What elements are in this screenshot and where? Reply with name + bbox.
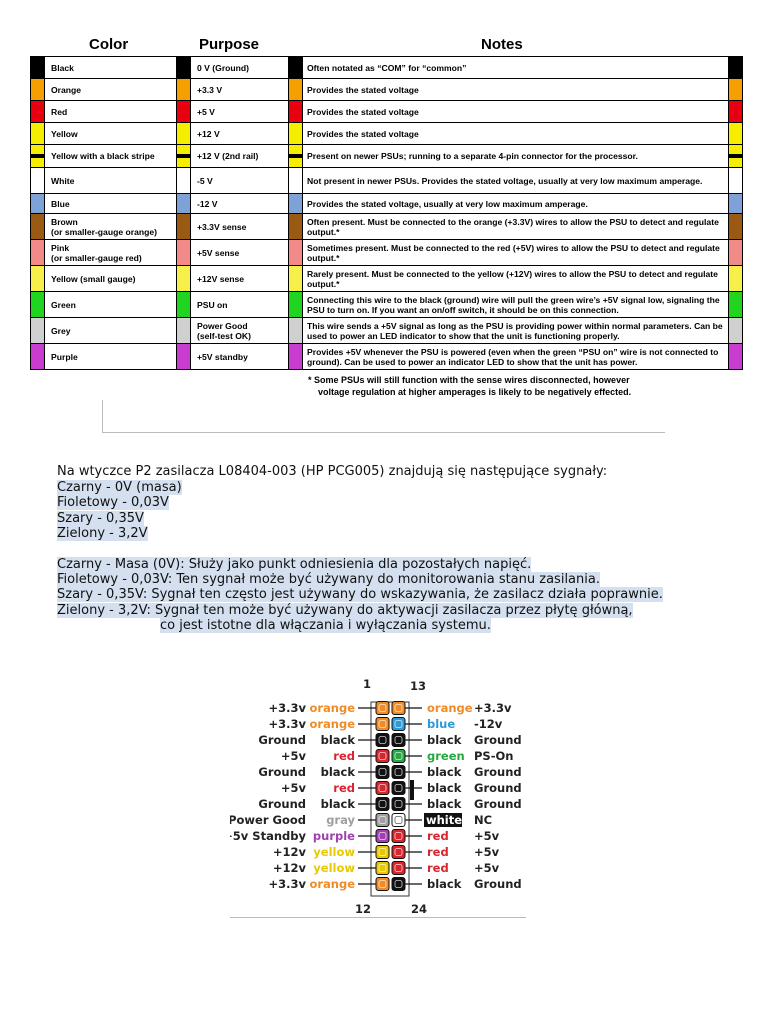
wire-color-right: black [427,765,462,779]
color-swatch [177,79,191,101]
color-name-text: Yellow with a black stripe [51,151,155,161]
wire-color-right: black [427,733,462,747]
color-swatch [31,318,45,344]
table-header [30,36,742,54]
color-name [45,123,177,145]
signal-left: +3.3v [268,717,306,731]
color-name-text: Black [51,62,74,73]
color-name-text: Blue [51,198,70,209]
wire-color-right: green [427,749,465,763]
desc-item: Fioletowy - 0,03V: Ten sygnał może być używany do monitorowania stanu zasilania. [57,572,600,587]
purpose-text: PSU on [197,299,228,310]
table-row [31,123,743,145]
connector-latch [410,780,414,800]
signal-right: Ground [474,781,522,795]
desc-item: Szary - 0,35V: Sygnał ten często jest używany do wskazywania, że zasilacz działa poprawnie. [57,587,663,602]
color-swatch [31,266,45,292]
purpose [191,214,289,240]
color-swatch [31,101,45,123]
pin-number-1: 1 [362,677,372,691]
signal-right: +5v [474,861,500,875]
color-swatch [729,168,743,194]
color-swatch [177,123,191,145]
purpose [191,194,289,214]
purpose-text: +12 V (2nd rail) [197,151,259,161]
table-row [31,194,743,214]
signal-left: Ground [258,765,306,779]
wire-color-table [30,56,743,370]
wire-color-right: red [427,861,449,875]
table-row [31,101,743,123]
wire-color-right: black [427,877,462,891]
color-name-text: Yellow [51,128,78,139]
wire-color-left: gray [326,813,355,827]
table-row [31,266,743,292]
color-swatch [289,145,303,168]
table-row [31,168,743,194]
purpose [191,266,289,292]
purpose-text: +12V sense [197,273,245,284]
wire-color-right: blue [427,717,456,731]
purpose [191,57,289,79]
signal-left: Ground [258,733,306,747]
signal-left: +3.3v [268,701,306,715]
pin-number-13: 13 [409,679,427,693]
color-swatch [177,344,191,370]
pin-right [392,782,405,795]
color-name-text: Red [51,106,68,117]
pin-left [376,750,389,763]
color-name-text: Yellow (small gauge) [51,273,136,284]
purpose-text: +5V sense [197,247,240,258]
color-name [45,266,177,292]
color-swatch [729,79,743,101]
color-swatch [289,123,303,145]
color-swatch [729,292,743,318]
notes: Sometimes present. Must be connected to the red (+5V) wires to allow the PSU to detect and regulate output.* [303,240,729,266]
signal-right: NC [474,813,493,827]
color-swatch [729,214,743,240]
color-swatch [177,240,191,266]
pin-left [376,846,389,859]
purpose [191,344,289,370]
pin-right [392,814,405,827]
pin-left [376,766,389,779]
notes: Provides the stated voltage [303,101,729,123]
color-name-note: (or smaller-gauge orange) [51,226,158,237]
notes: Rarely present. Must be connected to the yellow (+12V) wires to allow the PSU to detect and regulate output.* [303,266,729,292]
wire-color-left: yellow [313,845,355,859]
color-swatch [177,145,191,168]
wire-color-left: purple [312,829,355,843]
purpose [191,240,289,266]
notes: Often notated as “COM” for “common” [303,57,729,79]
desc-item: co jest istotne dla włączania i wyłączania systemu. [160,618,491,633]
wire-color-left: black [320,733,355,747]
purpose-note: (self-test OK) [197,330,251,341]
divider-vertical [102,400,103,432]
color-swatch [729,145,743,168]
color-name [45,101,177,123]
footnote-line-2: voltage regulation at higher amperages is likely to be negatively effected. [318,387,632,397]
color-swatch [31,79,45,101]
color-swatch [177,292,191,318]
color-name-text: Orange [51,84,82,95]
purpose-text: Power Good [197,320,248,331]
table-footnote [308,374,728,398]
color-swatch [289,194,303,214]
purpose [191,79,289,101]
header-color: Color [89,36,129,53]
signal-left: +12v [272,845,306,859]
color-swatch [31,214,45,240]
divider-horizontal [102,432,665,433]
wire-color-right: black [427,781,462,795]
color-swatch [177,101,191,123]
color-name [45,145,177,168]
color-swatch [177,318,191,344]
table-row [31,57,743,79]
wire-color-left: black [320,765,355,779]
purpose [191,292,289,318]
purpose-text: +5 V [197,106,215,117]
color-swatch [289,57,303,79]
signal-left: +5v [280,781,306,795]
color-swatch [177,194,191,214]
color-swatch [289,168,303,194]
desc-item: Zielony - 3,2V: Sygnał ten może być używany do aktywacji zasilacza przez płytę główną, [57,603,633,618]
wire-color-right: red [427,829,449,843]
list-item: Czarny - 0V (masa) [57,480,182,495]
pin-left [376,862,389,875]
wire-color-left: orange [309,717,355,731]
signal-right: -12v [474,717,503,731]
purpose-text: -12 V [197,198,218,209]
color-swatch [729,240,743,266]
notes: Present on newer PSUs; running to a separate 4-pin connector for the processor. [303,145,729,168]
wire-color-left: orange [309,701,355,715]
table-row [31,79,743,101]
pin-left [376,814,389,827]
color-swatch [289,240,303,266]
color-swatch [31,123,45,145]
color-name [45,79,177,101]
color-swatch [31,292,45,318]
color-swatch [289,79,303,101]
pin-right [392,750,405,763]
color-swatch [289,292,303,318]
color-swatch [177,168,191,194]
purpose-text: +3.3V sense [197,221,247,232]
color-name [45,292,177,318]
header-notes: Notes [481,36,523,53]
color-swatch [289,318,303,344]
color-name [45,344,177,370]
intro-text: Na wtyczce P2 zasilacza L08404-003 (HP PCG005) znajdują się następujące sygnały: [57,464,608,479]
color-swatch [31,57,45,79]
color-name [45,168,177,194]
pin-left [376,782,389,795]
purpose-text: -5 V [197,175,213,186]
pin-right [392,702,405,715]
purpose [191,123,289,145]
signal-right: Ground [474,877,522,891]
pin-left [376,830,389,843]
color-swatch [177,214,191,240]
color-swatch [729,101,743,123]
wire-color-right: white [426,813,463,827]
atx-connector-diagram [230,676,540,918]
color-name-text: Purple [51,351,78,362]
pin-right [392,846,405,859]
signal-left: +12v [272,861,306,875]
signal-right: +3.3v [474,701,512,715]
pin-number-24: 24 [410,902,428,916]
wire-color-left: orange [309,877,355,891]
color-swatch [177,57,191,79]
color-swatch [177,266,191,292]
wire-color-right: orange [427,701,473,715]
notes: Not present in newer PSUs. Provides the stated voltage, usually at very low maximum amperage. [303,168,729,194]
purpose [191,101,289,123]
signal-right: Ground [474,765,522,779]
color-swatch [31,240,45,266]
signal-left: +5v Standby [230,829,306,843]
notes: Provides the stated voltage, usually at very low maximum amperage. [303,194,729,214]
purpose-text: 0 V (Ground) [197,62,250,73]
notes: Provides the stated voltage [303,123,729,145]
signal-right: Ground [474,733,522,747]
signal-right: +5v [474,845,500,859]
color-name [45,194,177,214]
notes: Provides the stated voltage [303,79,729,101]
desc-item: Czarny - Masa (0V): Służy jako punkt odniesienia dla pozostałych napięć. [57,557,532,572]
signal-right: +5v [474,829,500,843]
purpose [191,168,289,194]
header-purpose: Purpose [199,36,260,53]
table-row [31,214,743,240]
color-name-text: Brown [51,216,78,227]
pin-left [376,878,389,891]
pin-right [392,878,405,891]
color-swatch [289,344,303,370]
diagram-baseline [230,917,526,918]
pin-left [376,718,389,731]
color-name-note: (or smaller-gauge red) [51,252,142,263]
color-name [45,240,177,266]
signal-left: +5v [280,749,306,763]
pin-right [392,718,405,731]
color-swatch [729,266,743,292]
wire-color-left: red [333,749,355,763]
color-swatch [729,318,743,344]
wire-color-left: red [333,781,355,795]
signal-left: Ground [258,797,306,811]
table-row [31,318,743,344]
color-swatch [31,194,45,214]
table-row [31,292,743,318]
list-item: Szary - 0,35V [57,511,144,526]
pin-right [392,734,405,747]
color-swatch [729,194,743,214]
color-name-text: Green [51,299,76,310]
purpose-text: +3.3 V [197,84,223,95]
color-name [45,214,177,240]
wire-color-right: black [427,797,462,811]
color-swatch [289,266,303,292]
pin-right [392,766,405,779]
wire-color-right: red [427,845,449,859]
pin-number-12: 12 [354,902,372,916]
color-swatch [31,168,45,194]
color-name-text: White [51,175,75,186]
signal-left: +3.3v [268,877,306,891]
table-row [31,240,743,266]
notes: Provides +5V whenever the PSU is powered (even when the green “PSU on” wire is not connected to ground). Can be used to power an indicator LED to show that the unit has power. [303,344,729,370]
signal-right: Ground [474,797,522,811]
notes: Connecting this wire to the black (ground) wire will pull the green wire’s +5V signal low, signaling the PSU to turn on. If you want an on/off switch, it should be on this connection. [303,292,729,318]
color-name-text: Pink [51,242,70,253]
list-item: Zielony - 3,2V [57,526,148,541]
table-row [31,344,743,370]
color-swatch [31,344,45,370]
notes: This wire sends a +5V signal as long as the PSU is providing power within normal parameters. Can be used to power an LED indicator to show that the unit is functioning properly. [303,318,729,344]
color-name [45,318,177,344]
wire-color-left: black [320,797,355,811]
connector-pinout [230,676,540,918]
table-row [31,145,743,168]
wire-color-left: yellow [313,861,355,875]
color-swatch [729,123,743,145]
color-name-text: Grey [51,325,71,336]
color-swatch [729,57,743,79]
color-swatch [289,214,303,240]
pin-left [376,734,389,747]
purpose [191,145,289,168]
color-swatch [729,344,743,370]
color-name [45,57,177,79]
pin-right [392,830,405,843]
list-item: Fioletowy - 0,03V [57,495,169,510]
notes: Often present. Must be connected to the orange (+3.3V) wires to allow the PSU to detect and regulate output.* [303,214,729,240]
signal-left: Power Good [230,813,306,827]
pin-left [376,798,389,811]
pin-right [392,798,405,811]
purpose-text: +12 V [197,128,220,139]
footnote-line-1: * Some PSUs will still function with the sense wires disconnected, however [308,375,630,385]
purpose-text: +5V standby [197,351,248,362]
color-swatch [31,145,45,168]
signal-right: PS-On [474,749,514,763]
purpose [191,318,289,344]
pin-right [392,862,405,875]
color-swatch [289,101,303,123]
pin-left [376,702,389,715]
